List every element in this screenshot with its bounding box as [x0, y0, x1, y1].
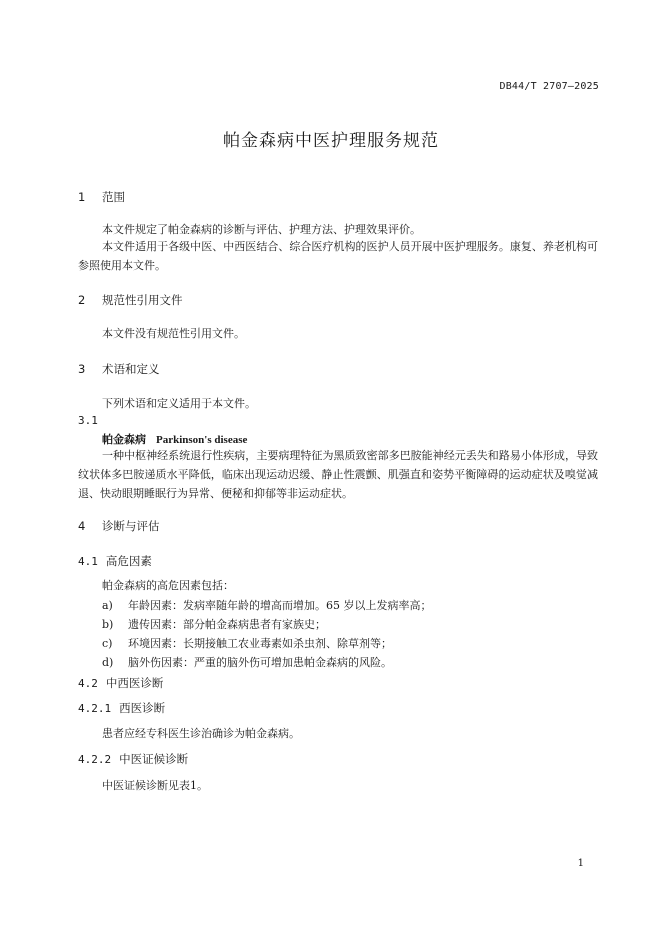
subsection-4-2-2-heading — [78, 751, 188, 767]
subsection-number: 4.2.2 — [78, 753, 112, 766]
section-number: 2 — [78, 293, 86, 307]
page-title: 帕金森病中医护理服务规范 — [223, 131, 439, 151]
western-diagnosis-paragraph: 患者应经专科医生诊治确诊为帕金森病。 — [102, 727, 300, 740]
term-number-text: 3.1 — [78, 414, 98, 427]
list-item-label: c) — [102, 637, 113, 650]
section-3-heading — [78, 361, 160, 377]
list-item — [102, 635, 392, 651]
list-item — [102, 654, 392, 670]
section-title: 规范性引用文件 — [102, 293, 183, 307]
term-number — [78, 413, 106, 427]
section-title: 术语和定义 — [102, 362, 160, 376]
page-number: 1 — [577, 858, 584, 869]
scope-paragraph-2: 本文件适用于各级中医、中西医结合、综合医疗机构的医护人员开展中医护理服务。康复、养老机构可参照使用本文件。 — [78, 240, 598, 272]
term-definition: 一种中枢神经系统退行性疾病，主要病理特征为黑质致密部多巴胺能神经元丢失和路易小体形成，导致纹状体多巴胺递质水平降低，临床出现运动迟缓、静止性震颤、肌强直和姿势平衡障碍的运动症状及嗅觉减退、快动眼期睡眠行为异常、便秘和抑郁等非运动症状。 — [78, 449, 598, 500]
list-item-text: 环境因素：长期接触工农业毒素如杀虫剂、除草剂等； — [128, 637, 392, 650]
subsection-4-2-heading — [78, 675, 163, 691]
section-number: 3 — [78, 362, 86, 376]
subsection-title: 中西医诊断 — [105, 676, 164, 690]
section-1-heading — [78, 189, 125, 205]
term-name-en: Parkinson's disease — [156, 434, 248, 446]
risk-factors-intro: 帕金森病的高危因素包括： — [102, 579, 234, 592]
references-paragraph: 本文件没有规范性引用文件。 — [102, 327, 245, 340]
subsection-title: 西医诊断 — [119, 701, 166, 715]
terms-intro: 下列术语和定义适用于本文件。 — [102, 397, 256, 410]
term-name — [102, 431, 247, 447]
section-number: 1 — [78, 190, 86, 204]
subsection-number: 4.1 — [78, 555, 98, 568]
list-item-text: 遗传因素：部分帕金森病患者有家族史； — [128, 618, 326, 631]
section-title: 诊断与评估 — [102, 519, 160, 533]
subsection-number: 4.2 — [78, 677, 98, 690]
list-item-label: a) — [102, 599, 113, 612]
subsection-title: 中医证候诊断 — [119, 752, 189, 766]
tcm-diagnosis-paragraph: 中医证候诊断见表1。 — [102, 779, 208, 792]
list-item — [102, 616, 326, 632]
subsection-4-2-1-heading — [78, 700, 165, 716]
document-code: DB44/T 2707—2025 — [499, 81, 599, 92]
scope-paragraph-1: 本文件规定了帕金森病的诊断与评估、护理方法、护理效果评价。 — [102, 223, 421, 236]
list-item-label: b) — [102, 618, 114, 631]
section-number: 4 — [78, 519, 86, 533]
list-item-text: 脑外伤因素：严重的脑外伤可增加患帕金森病的风险。 — [128, 656, 392, 669]
list-item — [102, 597, 432, 613]
list-item-label: d) — [102, 656, 114, 669]
subsection-4-1-heading — [78, 553, 152, 569]
section-2-heading — [78, 292, 183, 308]
list-item-text: 年龄因素：发病率随年龄的增高而增加。65 岁以上发病率高； — [128, 599, 432, 612]
subsection-number: 4.2.1 — [78, 702, 112, 715]
section-title: 范围 — [102, 190, 125, 204]
term-name-zh: 帕金森病 — [102, 433, 146, 446]
subsection-title: 高危因素 — [105, 554, 152, 568]
section-4-heading — [78, 518, 160, 534]
